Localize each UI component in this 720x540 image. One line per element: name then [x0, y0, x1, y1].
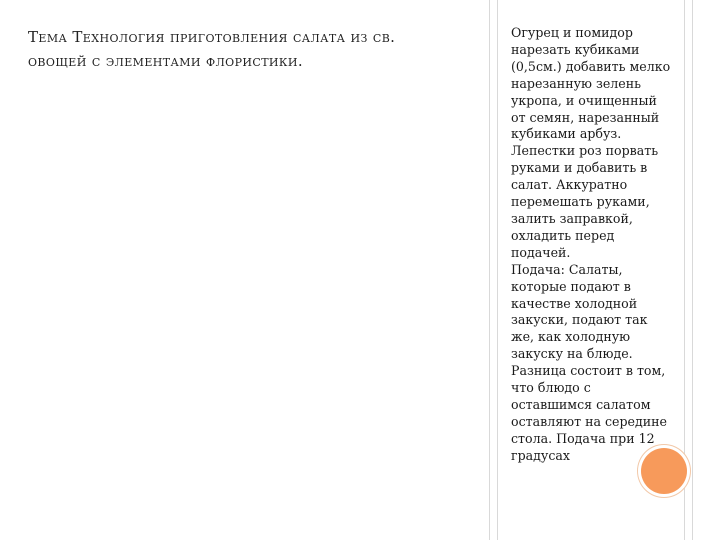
divider-line-right-outer	[692, 0, 693, 540]
divider-line-left-outer	[489, 0, 490, 540]
slide-title: Тема Технология приготовления салата из св. овощей с элементами флористики.	[28, 28, 396, 70]
recipe-text: Огурец и помидор нарезать кубиками (0,5см.) добавить мелко нарезанную зелень укропа, и очищенный от семян, нарезанный кубиками арбуз. Лепестки роз порвать руками и добавить в салат. Аккуратно перемешать руками, залить заправкой, охладить перед подачей. Подача: Салаты, которые подают в качестве холодной закуски, подают так же, как холодную закуску на блюде. Разница состоит в том, что блюдо с оставшимся салатом оставляют на середине стола. Подача при 12 градусах	[511, 25, 671, 463]
decorative-circle-icon	[641, 448, 687, 494]
divider-line-left-inner	[497, 0, 498, 540]
